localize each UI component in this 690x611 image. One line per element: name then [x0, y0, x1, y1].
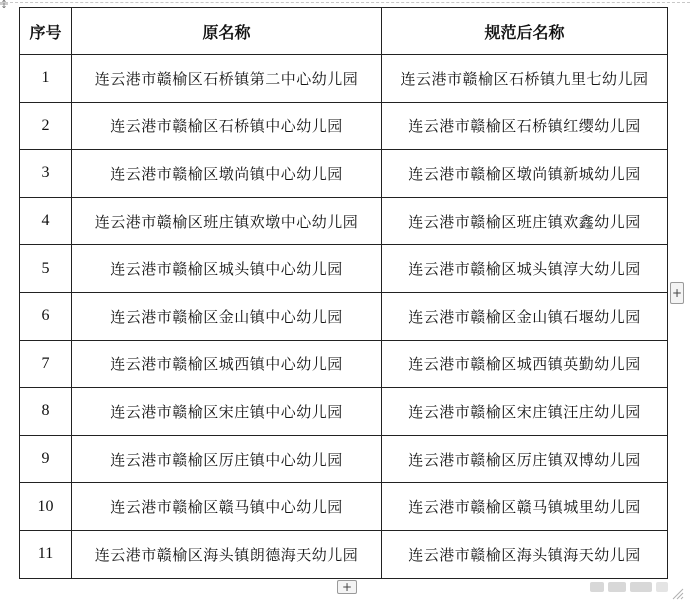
- serial-cell[interactable]: 7: [20, 340, 72, 388]
- original-name-cell[interactable]: 连云港市赣榆区墩尚镇中心幼儿园: [72, 150, 382, 198]
- add-row-button[interactable]: +: [337, 580, 357, 594]
- original-name-cell[interactable]: 连云港市赣榆区赣马镇中心幼儿园: [72, 483, 382, 531]
- normalized-name-cell[interactable]: 连云港市赣榆区墩尚镇新城幼儿园: [382, 150, 668, 198]
- normalized-name-cell[interactable]: 连云港市赣榆区赣马镇城里幼儿园: [382, 483, 668, 531]
- normalized-name-cell[interactable]: 连云港市赣榆区石桥镇九里七幼儿园: [382, 55, 668, 103]
- serial-cell[interactable]: 6: [20, 292, 72, 340]
- table-header-row: [20, 8, 668, 55]
- header-serial: 序号: [20, 8, 72, 55]
- kindergarten-name-table: [19, 7, 668, 579]
- normalized-name-cell[interactable]: 连云港市赣榆区海头镇海天幼儿园: [382, 530, 668, 578]
- serial-cell[interactable]: 8: [20, 388, 72, 436]
- add-column-button[interactable]: +: [670, 282, 684, 304]
- original-name-cell[interactable]: 连云港市赣榆区金山镇中心幼儿园: [72, 292, 382, 340]
- header-normalized-name: 规范后名称: [382, 8, 668, 55]
- original-name-cell[interactable]: 连云港市赣榆区石桥镇中心幼儿园: [72, 102, 382, 150]
- original-name-cell[interactable]: 连云港市赣榆区厉庄镇中心幼儿园: [72, 435, 382, 483]
- original-name-cell[interactable]: 连云港市赣榆区城头镇中心幼儿园: [72, 245, 382, 293]
- table-row: [20, 435, 668, 483]
- table-row: [20, 530, 668, 578]
- original-name-cell[interactable]: 连云港市赣榆区宋庄镇中心幼儿园: [72, 388, 382, 436]
- table-row: [20, 245, 668, 293]
- normalized-name-cell[interactable]: 连云港市赣榆区厉庄镇双博幼儿园: [382, 435, 668, 483]
- normalized-name-cell[interactable]: 连云港市赣榆区城头镇淳大幼儿园: [382, 245, 668, 293]
- original-name-cell[interactable]: 连云港市赣榆区海头镇朗德海天幼儿园: [72, 530, 382, 578]
- table-row: [20, 197, 668, 245]
- normalized-name-cell[interactable]: 连云港市赣榆区班庄镇欢鑫幼儿园: [382, 197, 668, 245]
- table-row: [20, 102, 668, 150]
- table-row: [20, 55, 668, 103]
- normalized-name-cell[interactable]: 连云港市赣榆区城西镇英勤幼儿园: [382, 340, 668, 388]
- original-name-cell[interactable]: 连云港市赣榆区石桥镇第二中心幼儿园: [72, 55, 382, 103]
- serial-cell[interactable]: 9: [20, 435, 72, 483]
- normalized-name-cell[interactable]: 连云港市赣榆区宋庄镇汪庄幼儿园: [382, 388, 668, 436]
- serial-cell[interactable]: 11: [20, 530, 72, 578]
- serial-cell[interactable]: 3: [20, 150, 72, 198]
- table-row: [20, 292, 668, 340]
- serial-cell[interactable]: 4: [20, 197, 72, 245]
- serial-cell[interactable]: 2: [20, 102, 72, 150]
- original-name-cell[interactable]: 连云港市赣榆区城西镇中心幼儿园: [72, 340, 382, 388]
- header-original-name: 原名称: [72, 8, 382, 55]
- original-name-cell[interactable]: 连云港市赣榆区班庄镇欢墩中心幼儿园: [72, 197, 382, 245]
- normalized-name-cell[interactable]: 连云港市赣榆区石桥镇红缨幼儿园: [382, 102, 668, 150]
- serial-cell[interactable]: 10: [20, 483, 72, 531]
- table-row: [20, 483, 668, 531]
- page-top-border: [0, 2, 690, 4]
- table-row: [20, 150, 668, 198]
- table-row: [20, 388, 668, 436]
- table-row: [20, 340, 668, 388]
- serial-cell[interactable]: 1: [20, 55, 72, 103]
- table-move-handle-icon[interactable]: [0, 0, 10, 8]
- resize-handle-icon[interactable]: [671, 586, 685, 600]
- serial-cell[interactable]: 5: [20, 245, 72, 293]
- normalized-name-cell[interactable]: 连云港市赣榆区金山镇石堰幼儿园: [382, 292, 668, 340]
